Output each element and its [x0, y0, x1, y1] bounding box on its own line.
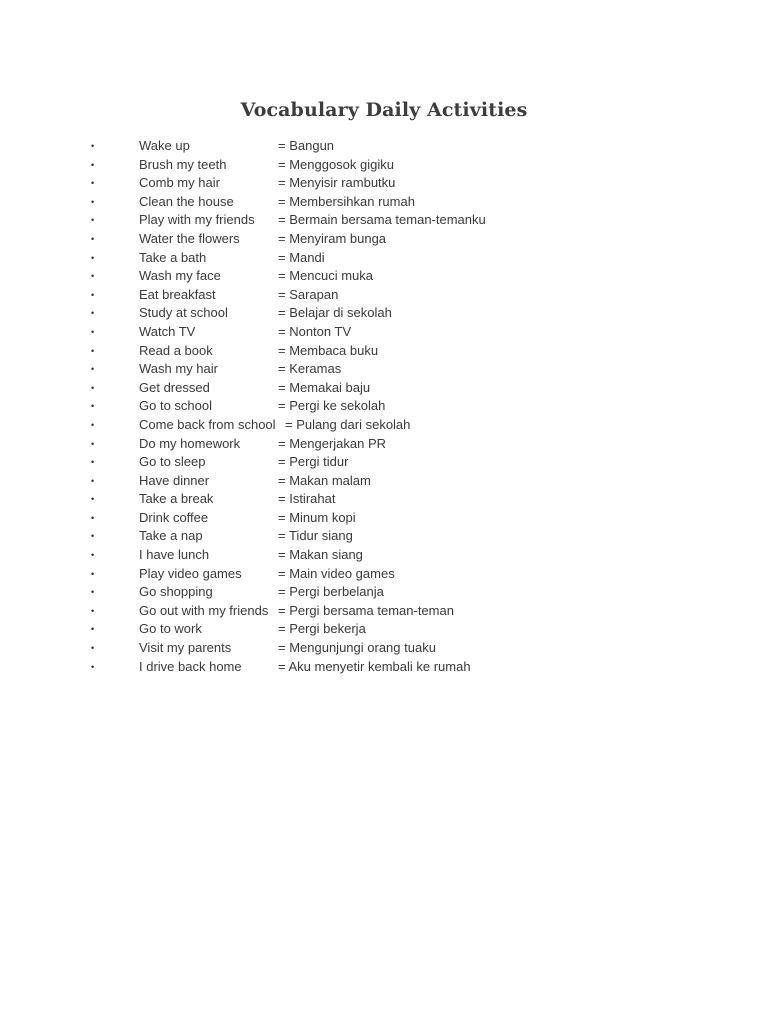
english-phrase: Go out with my friends	[139, 602, 269, 618]
english-phrase: Do my homework	[139, 435, 241, 451]
bullet-icon: •	[91, 289, 95, 300]
indonesian-translation: = Bermain bersama teman-temanku	[278, 212, 486, 228]
bullet-icon: •	[91, 605, 95, 616]
bullet-icon: •	[91, 550, 95, 561]
indonesian-translation: = Pergi tidur	[278, 454, 349, 470]
english-phrase: Play video games	[139, 565, 242, 581]
indonesian-translation: = Pergi bersama teman-teman	[278, 602, 454, 618]
bullet-icon: •	[91, 624, 95, 635]
bullet-icon: •	[91, 233, 95, 244]
english-phrase: Comb my hair	[139, 175, 220, 191]
english-phrase: Get dressed	[139, 379, 210, 395]
english-phrase: I drive back home	[139, 658, 242, 674]
bullet-icon: •	[91, 308, 95, 319]
indonesian-translation: = Istirahat	[278, 491, 336, 507]
indonesian-translation: = Keramas	[278, 361, 342, 377]
indonesian-translation: = Makan siang	[278, 547, 363, 563]
bullet-icon: •	[91, 196, 95, 207]
bullet-icon: •	[91, 141, 95, 151]
bullet-icon: •	[91, 661, 95, 672]
indonesian-translation: = Pergi berbelanja	[278, 584, 384, 600]
indonesian-translation: = Memakai baju	[278, 379, 371, 395]
indonesian-translation: = Mencuci muka	[278, 268, 374, 284]
bullet-icon: •	[91, 178, 95, 189]
english-phrase: Take a break	[139, 491, 214, 507]
english-phrase: Clean the house	[139, 193, 234, 209]
indonesian-translation: = Pulang dari sekolah	[285, 416, 411, 432]
bullet-icon: •	[91, 345, 95, 356]
bullet-icon: •	[91, 587, 95, 598]
english-phrase: Study at school	[139, 305, 228, 321]
english-phrase: Go to work	[139, 621, 202, 637]
bullet-icon: •	[91, 364, 95, 375]
english-phrase: Watch TV	[139, 323, 196, 339]
indonesian-translation: = Bangun	[278, 138, 335, 153]
english-phrase: Visit my parents	[139, 640, 232, 656]
indonesian-translation: = Nonton TV	[278, 323, 352, 339]
english-phrase: Go shopping	[139, 584, 213, 600]
indonesian-translation: = Sarapan	[278, 286, 339, 302]
bullet-icon: •	[91, 475, 95, 486]
indonesian-translation: = Makan malam	[278, 472, 371, 488]
indonesian-translation: = Membaca buku	[278, 342, 379, 358]
indonesian-translation: = Belajar di sekolah	[278, 305, 392, 321]
bullet-icon: •	[91, 494, 95, 505]
indonesian-translation: = Mengerjakan PR	[278, 435, 387, 451]
english-phrase: Take a nap	[139, 528, 203, 544]
english-phrase: Take a bath	[139, 249, 207, 265]
bullet-icon: •	[91, 252, 95, 263]
indonesian-translation: = Mengunjungi orang tuaku	[278, 640, 436, 656]
english-phrase: Go to school	[139, 398, 212, 414]
english-phrase: Wake up	[139, 138, 190, 153]
english-phrase: Eat breakfast	[139, 286, 216, 302]
indonesian-translation: = Menggosok gigiku	[278, 156, 394, 172]
bullet-icon: •	[91, 419, 95, 430]
bullet-icon: •	[91, 215, 95, 226]
english-phrase: Brush my teeth	[139, 156, 227, 172]
indonesian-translation: = Main video games	[278, 565, 395, 581]
english-phrase: Read a book	[139, 342, 213, 358]
indonesian-translation: = Menyisir rambutku	[278, 175, 396, 191]
english-phrase: Wash my face	[139, 268, 221, 284]
bullet-icon: •	[91, 643, 95, 654]
bullet-icon: •	[91, 159, 95, 170]
bullet-icon: •	[91, 401, 95, 412]
english-phrase: Drink coffee	[139, 509, 209, 525]
bullet-icon: •	[91, 457, 95, 468]
english-phrase: Go to sleep	[139, 454, 206, 470]
bullet-icon: •	[91, 382, 95, 393]
indonesian-translation: = Minum kopi	[278, 509, 356, 525]
bullet-icon: •	[91, 271, 95, 282]
english-phrase: Play with my friends	[139, 212, 255, 228]
english-phrase: Come back from school	[139, 416, 276, 432]
page-title: Vocabulary Daily Activities	[240, 98, 528, 121]
bullet-icon: •	[91, 531, 95, 542]
indonesian-translation: = Tidur siang	[278, 528, 353, 544]
indonesian-translation: = Pergi bekerja	[278, 621, 366, 637]
bullet-icon: •	[91, 512, 95, 523]
bullet-icon: •	[91, 326, 95, 337]
indonesian-translation: = Aku menyetir kembali ke rumah	[278, 658, 471, 674]
bullet-icon: •	[91, 568, 95, 579]
indonesian-translation: = Pergi ke sekolah	[278, 398, 386, 414]
indonesian-translation: = Membersihkan rumah	[278, 193, 415, 209]
bullet-icon: •	[91, 438, 95, 449]
indonesian-translation: = Menyiram bunga	[278, 230, 387, 246]
indonesian-translation: = Mandi	[278, 249, 325, 265]
english-phrase: Water the flowers	[139, 230, 240, 246]
english-phrase: Wash my hair	[139, 361, 218, 377]
english-phrase: I have lunch	[139, 547, 210, 563]
english-phrase: Have dinner	[139, 472, 210, 488]
